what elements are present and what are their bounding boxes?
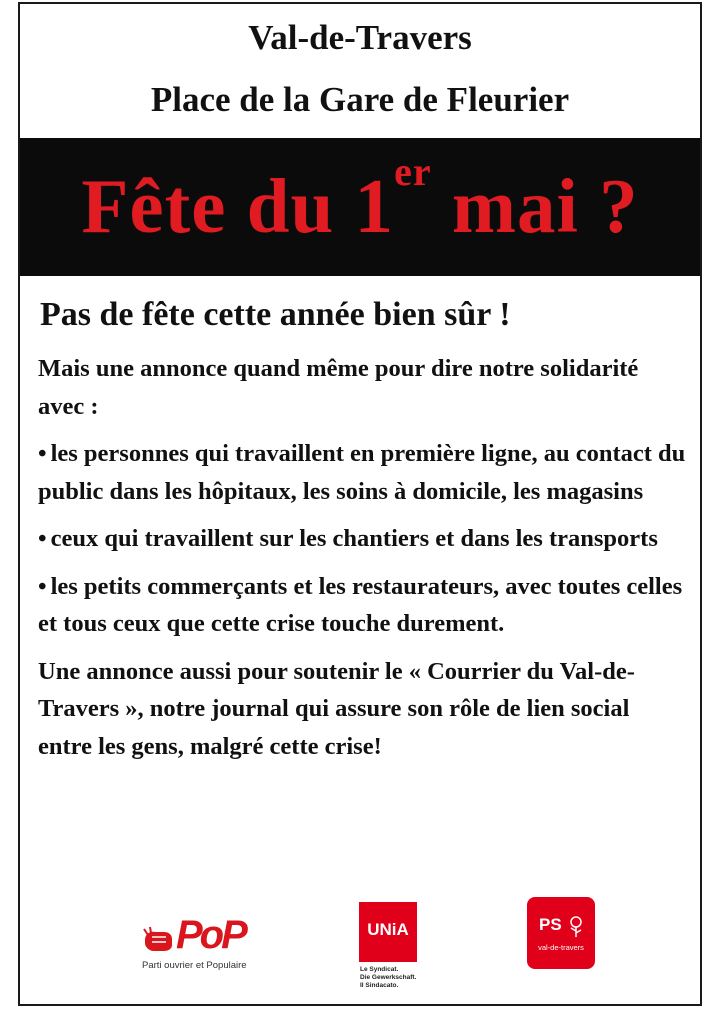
event-title-superscript: er <box>394 149 432 194</box>
closing-paragraph: Une annonce aussi pour soutenir le « Courrier du Val-de-Travers », notre journal qui assure son rôle de lien social entre les gens, malgré cette crise! <box>38 657 635 760</box>
unia-tagline-de: Die Gewerkschaft. <box>360 974 417 981</box>
ps-logo <box>527 897 595 969</box>
bullet-text: les petits commerçants et les restaurateurs, avec toutes celles et tous ceux que cette crise touche durement. <box>38 572 683 637</box>
bullet-item <box>38 520 688 558</box>
location-region: Val-de-Travers <box>248 18 472 57</box>
ps-subtitle: val-de-travers <box>538 943 584 952</box>
bullet-item <box>38 435 688 510</box>
unia-wordmark: UNiA <box>367 920 409 939</box>
pop-subtitle: Parti ouvrier et Populaire <box>142 960 247 971</box>
intro-paragraph: Mais une annonce quand même pour dire notre solidarité avec : <box>38 355 639 420</box>
event-title-end: mai ? <box>431 163 639 249</box>
location-place: Place de la Gare de Fleurier <box>150 80 570 119</box>
unia-logo <box>359 902 417 962</box>
bullet-icon: • <box>38 572 47 600</box>
event-title-main: Fête du 1 <box>81 163 395 249</box>
announcement-subtitle: Pas de fête cette année bien sûr ! <box>40 296 511 333</box>
unia-tagline <box>360 966 440 990</box>
pop-wordmark: PoP <box>176 913 245 957</box>
sponsor-logos <box>20 892 700 992</box>
bullet-icon: • <box>38 440 47 467</box>
unia-tagline-it: Il Sindacato. <box>360 982 399 989</box>
bullet-text: les personnes qui travaillent en première ligne, au contact du public dans les hôpitaux, les soins à domicile, les magasins <box>38 440 686 505</box>
ps-wordmark: PS <box>539 915 562 934</box>
fist-icon <box>142 926 176 954</box>
bullet-icon: • <box>38 525 47 552</box>
title-banner <box>20 138 700 276</box>
rose-icon <box>567 916 585 938</box>
poster-frame <box>18 2 702 1006</box>
bullet-item <box>38 568 688 643</box>
unia-tagline-fr: Le Syndicat. <box>360 966 399 973</box>
bullet-text: ceux qui travaillent sur les chantiers et dans les transports <box>50 525 658 552</box>
announcement-body <box>38 294 688 775</box>
pop-logo <box>142 913 272 972</box>
event-title <box>20 149 700 252</box>
